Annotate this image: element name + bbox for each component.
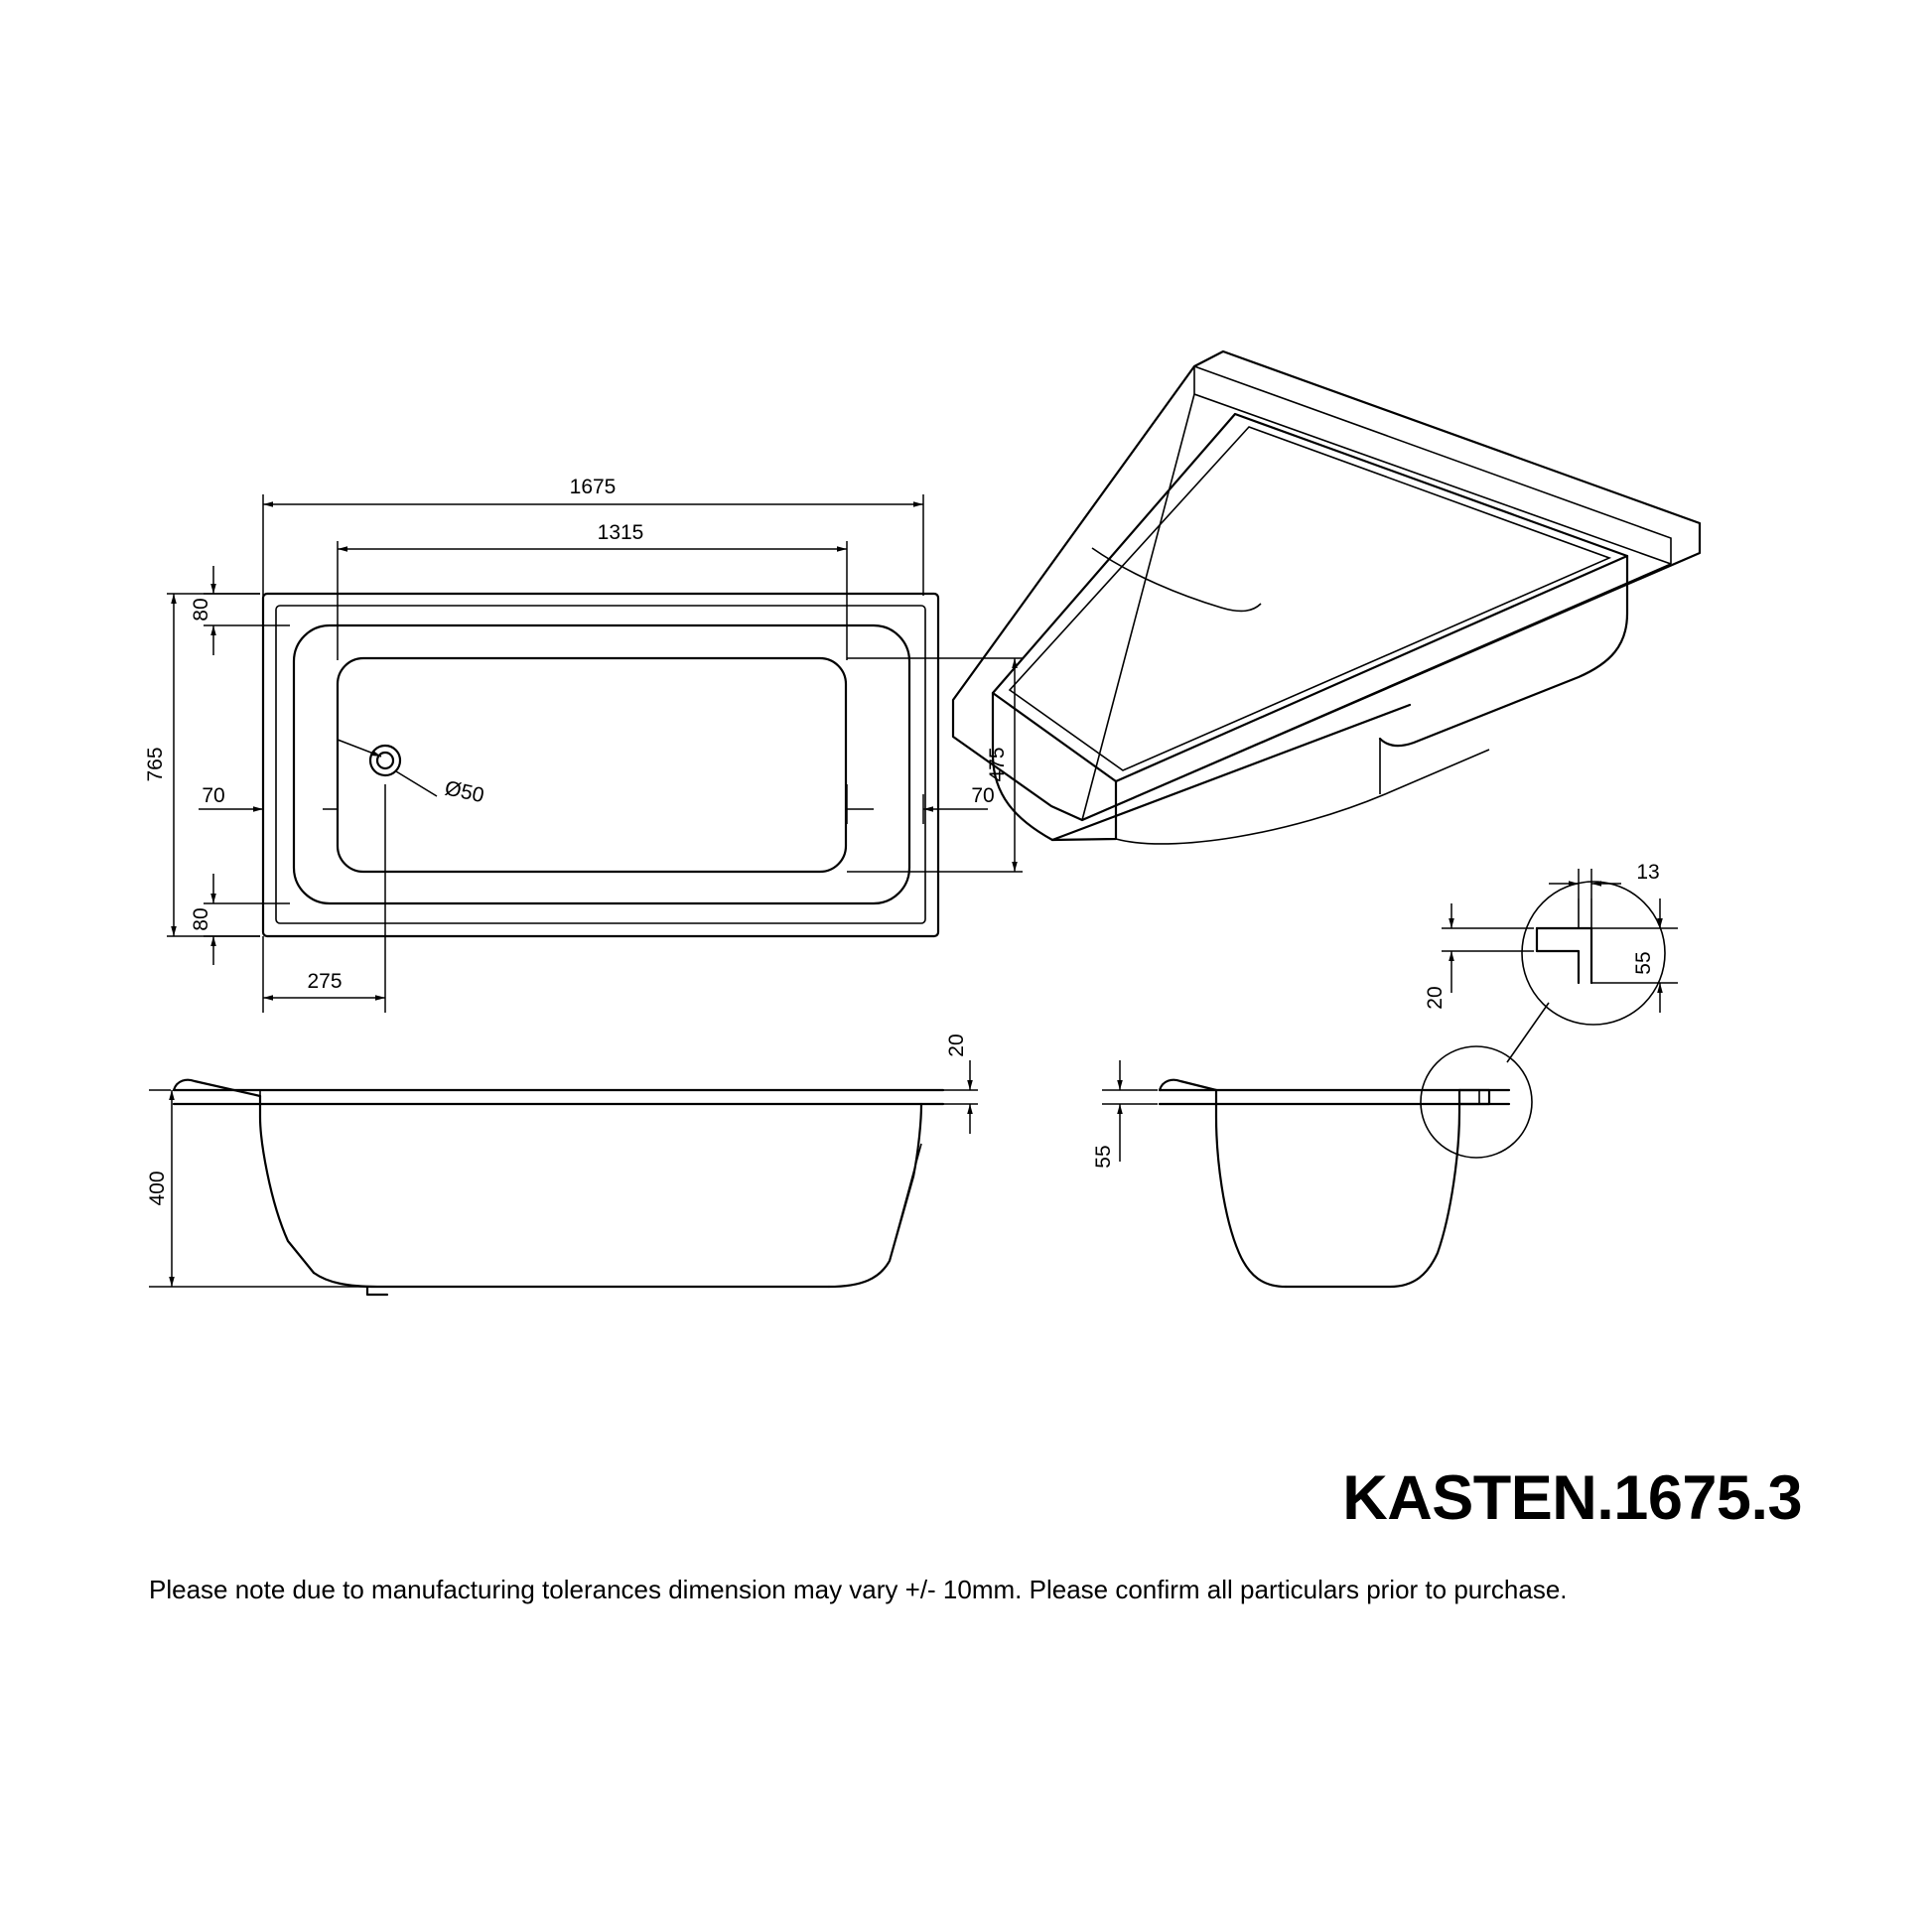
dim-overall-width: 765 (144, 747, 167, 782)
dim-overall-length: 1675 (569, 476, 617, 498)
dim-inset-bottom: 80 (190, 907, 212, 931)
dim-detail-55: 55 (1632, 951, 1655, 975)
dim-height-400: 400 (146, 1171, 169, 1206)
dim-rim-drop-55: 55 (1092, 1145, 1115, 1169)
drawing-title: KASTEN.1675.3 (1342, 1463, 1802, 1533)
dim-inner-length: 1315 (597, 521, 644, 544)
dim-waste-offset: 275 (307, 970, 343, 993)
dim-inset-top: 80 (190, 598, 212, 621)
plan-view (263, 594, 938, 936)
dim-waste-diameter: Ø50 (442, 776, 486, 808)
side-elevation-section (1092, 882, 1665, 1287)
dim-edge-right: 70 (971, 784, 995, 807)
isometric-view (953, 351, 1700, 844)
dim-rim-20: 20 (945, 1034, 968, 1057)
dim-detail-20: 20 (1424, 986, 1447, 1010)
tolerance-note: Please note due to manufacturing tolerances dimension may vary +/- 10mm. Please confirm all particulars prior to purchase. (149, 1575, 1568, 1604)
dim-inner-width: 475 (986, 747, 1009, 782)
detail-dimensions (1424, 861, 1678, 1013)
dim-edge-left: 70 (202, 784, 225, 807)
dim-lip-13: 13 (1636, 861, 1660, 884)
front-elevation-section (146, 1034, 978, 1295)
